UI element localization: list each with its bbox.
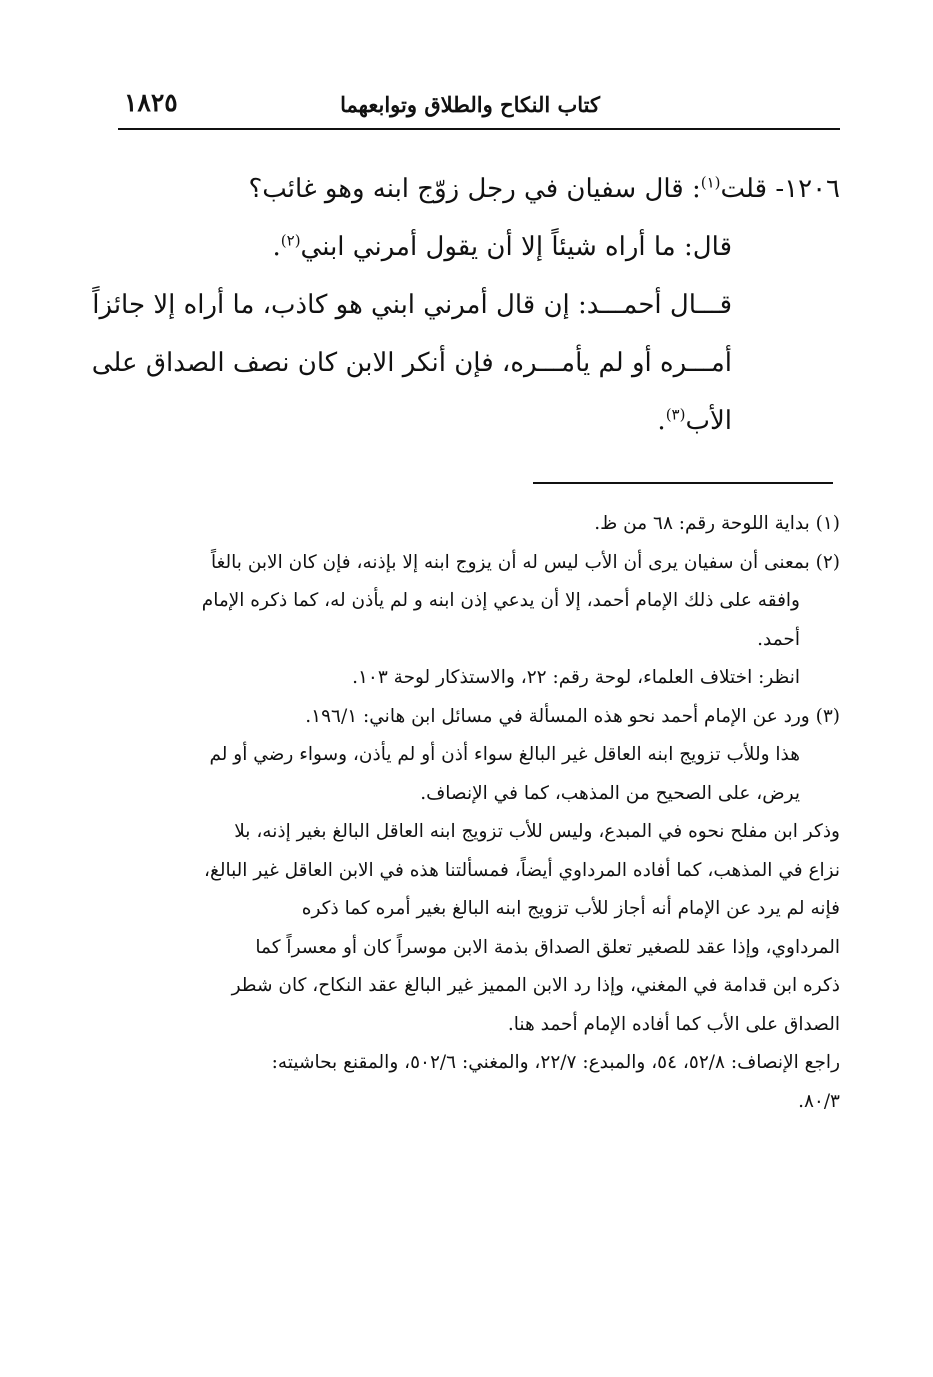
footnote-ref-2: (٢) — [280, 231, 301, 250]
ahmad-line-3 — [118, 392, 840, 450]
footnote-3-line-11: ٨٠/٣. — [798, 1090, 840, 1112]
chapter-title: كتاب النكاح والطلاق وتوابعهما — [340, 92, 600, 117]
footnote-3-line-4: وذكر ابن مفلح نحوه في المبدع، وليس للأب تزويج ابنه العاقل البالغ بغير إذنه، بلا — [234, 821, 840, 842]
answer-text: قال: ما أراه شيئاً إلا أن يقول أمرني ابني — [300, 232, 732, 262]
question-text-end: : قال سفيان في رجل زوّج ابنه وهو غائب؟ — [248, 174, 701, 204]
footnote-2-line-2: وافقه على ذلك الإمام أحمد، إلا أن يدعي إذن ابنه و لم يأذن له، كما ذكره الإمام — [201, 590, 800, 611]
footnote-3-line-6: فإنه لم يرد عن الإمام أنه أجاز للأب تزويج ابنه البالغ بغير أمره كما ذكره — [301, 898, 840, 919]
question-text-start: ١٢٠٦- قلت — [720, 174, 840, 204]
page-number: ١٨٢٥ — [124, 88, 178, 117]
answer-text-end: . — [272, 232, 281, 262]
footnote-3-line-1: (٣) ورد عن الإمام أحمد نحو هذه المسألة في مسائل ابن هاني: ١٩٦/١. — [305, 705, 840, 727]
footnote-3-line-8: ذكره ابن قدامة في المغني، وإذا رد الابن المميز غير البالغ عقد النكاح، كان شطر — [231, 975, 840, 996]
running-header — [118, 84, 840, 130]
footnote-ref-1: (١) — [700, 173, 721, 192]
footnote-3-line-2: هذا وللأب تزويج ابنه العاقل غير البالغ سواء أذن أو لم يأذن، وسواء رضي أو لم — [209, 744, 800, 765]
question-line — [118, 160, 840, 218]
footnote-separator — [533, 482, 833, 484]
footnote-3-line-5: نزاع في المذهب، كما أفاده المرداوي أيضاً، فمسألتنا هذه في الابن العاقل غير البالغ، — [204, 859, 840, 881]
footnote-ref-3: (٣) — [665, 405, 686, 424]
footnote-2-reference: انظر: اختلاف العلماء، لوحة رقم: ٢٢، والاستذكار لوحة ١٠٣. — [352, 667, 800, 688]
ahmad-line-1: قـــال أحمـــد: إن قال أمرني ابني هو كاذب، ما أراه إلا جائزاً — [92, 290, 732, 320]
footnote-1: (١) بداية اللوحة رقم: ٦٨ من ظ. — [594, 513, 840, 534]
footnote-2-line-3: أحمد. — [757, 628, 800, 650]
ahmad-line-2: أمـــره أو لم يأمـــره، فإن أنكر الابن كان نصف الصداق على — [91, 348, 732, 378]
footnote-3-line-9: الصداق على الأب كما أفاده الإمام أحمد هنا. — [507, 1013, 840, 1035]
answer-line — [118, 218, 840, 276]
main-text — [91, 160, 840, 450]
footnotes — [118, 505, 840, 1121]
ahmad-text-period: . — [657, 406, 666, 436]
ahmad-text-end: الأب — [685, 406, 732, 436]
footnote-3-line-3: يرض، على الصحيح من المذهب، كما في الإنصاف. — [420, 782, 800, 804]
footnote-3-line-7: المرداوي، وإذا عقد للصغير تعلق الصداق بذمة الابن موسراً كان أو معسراً كما — [255, 936, 840, 958]
footnote-2-line-1: (٢) بمعنى أن سفيان يرى أن الأب ليس له أن يزوج ابنه إلا بإذنه، فإن كان الابن بالغاً — [210, 551, 840, 573]
footnote-3-line-10: راجع الإنصاف: ٥٢/٨، ٥٤، والمبدع: ٢٢/٧، والمغني: ٥٠٢/٦، والمقنع بحاشيته: — [271, 1052, 840, 1073]
